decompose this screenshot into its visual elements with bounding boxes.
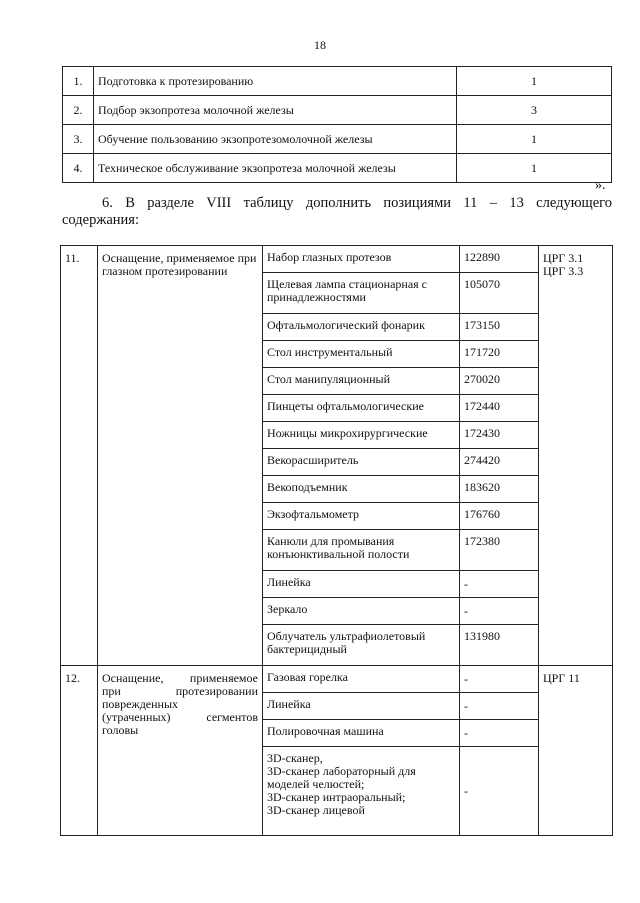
- procedure-number: 4.: [63, 154, 94, 183]
- procedure-quantity: 1: [457, 125, 612, 154]
- procedure-row: [63, 154, 612, 183]
- equipment-code: 274420: [460, 449, 539, 476]
- equipment-name: Канюли для промывания конъюнктивальной полости: [263, 530, 460, 571]
- procedure-number: 1.: [63, 67, 94, 96]
- equipment-name: Полировочная машина: [263, 720, 460, 747]
- equipment-name: Экзофтальмометр: [263, 503, 460, 530]
- paragraph-line-1: 6. В разделе VIII таблицу дополнить позициями 11 – 13 следующего: [102, 195, 612, 211]
- procedure-quantity: 3: [457, 96, 612, 125]
- equipment-name: Стол манипуляционный: [263, 368, 460, 395]
- equipment-name: Пинцеты офтальмологические: [263, 395, 460, 422]
- closing-quote: ».: [595, 178, 606, 193]
- section-description-line: при протезировании: [102, 684, 258, 698]
- equipment-name: Векорасширитель: [263, 449, 460, 476]
- equipment-name-line: 3D-сканер интраоральный;: [267, 790, 406, 804]
- equipment-name: [263, 747, 460, 836]
- equipment-name: Ножницы микрохирургические: [263, 422, 460, 449]
- section-description-line: головы: [102, 723, 139, 737]
- equipment-name-line: 3D-сканер,: [267, 751, 323, 765]
- equipment-name-line: 3D-сканер лабораторный для моделей челюстей;: [267, 764, 416, 791]
- page-number: 18: [314, 38, 326, 52]
- equipment-name: Щелевая лампа стационарная с принадлежностями: [263, 273, 460, 314]
- paragraph-line-2: содержания:: [62, 212, 140, 228]
- equipment-code: -: [460, 666, 539, 693]
- equipment-name: Набор глазных протезов: [263, 246, 460, 273]
- group-code: ЦРГ 11: [539, 666, 613, 836]
- equipment-code: 131980: [460, 625, 539, 666]
- section-description: Оснащение, применяемое при глазном протезировании: [98, 246, 263, 666]
- equipment-code: 176760: [460, 503, 539, 530]
- equipment-code: -: [460, 571, 539, 598]
- equipment-code: 183620: [460, 476, 539, 503]
- procedure-name: Подбор экзопротеза молочной железы: [94, 96, 457, 125]
- equipment-name: Облучатель ультрафиолетовый бактерицидный: [263, 625, 460, 666]
- section-description: [98, 666, 263, 836]
- equipment-code: -: [460, 693, 539, 720]
- group-codes: [539, 246, 613, 666]
- equipment-code: 172430: [460, 422, 539, 449]
- group-code: ЦРГ 3.3: [543, 264, 584, 278]
- procedure-row: [63, 67, 612, 96]
- procedure-number: 2.: [63, 96, 94, 125]
- equipment-code: 173150: [460, 314, 539, 341]
- equipment-name: Офтальмологический фонарик: [263, 314, 460, 341]
- equipment-row: [61, 666, 613, 693]
- equipment-code: 122890: [460, 246, 539, 273]
- section-description-line: Оснащение, применяемое: [102, 671, 258, 685]
- procedure-name: Подготовка к протезированию: [94, 67, 457, 96]
- equipment-name: Линейка: [263, 571, 460, 598]
- equipment-name: Зеркало: [263, 598, 460, 625]
- section-number: 11.: [61, 246, 98, 666]
- section-number: 12.: [61, 666, 98, 836]
- equipment-code: -: [460, 747, 539, 836]
- procedure-name: Обучение пользованию экзопротезомолочной железы: [94, 125, 457, 154]
- procedure-name: Техническое обслуживание экзопротеза молочной железы: [94, 154, 457, 183]
- equipment-table: [60, 245, 613, 836]
- procedure-row: [63, 96, 612, 125]
- group-code: ЦРГ 3.1: [543, 251, 584, 265]
- equipment-code: 172380: [460, 530, 539, 571]
- procedure-number: 3.: [63, 125, 94, 154]
- equipment-name: Линейка: [263, 693, 460, 720]
- equipment-code: 105070: [460, 273, 539, 314]
- equipment-name: Газовая горелка: [263, 666, 460, 693]
- equipment-name: Стол инструментальный: [263, 341, 460, 368]
- equipment-name: Векоподъемник: [263, 476, 460, 503]
- section-description-line: поврежденных: [102, 697, 179, 711]
- equipment-row: [61, 246, 613, 273]
- equipment-code: 270020: [460, 368, 539, 395]
- equipment-code: -: [460, 720, 539, 747]
- procedure-quantity: 1: [457, 67, 612, 96]
- equipment-code: -: [460, 598, 539, 625]
- section-description-line: (утраченных) сегментов: [102, 710, 258, 724]
- equipment-name-line: 3D-сканер лицевой: [267, 803, 365, 817]
- procedures-table: [62, 66, 612, 183]
- amendment-paragraph: [62, 195, 612, 229]
- equipment-code: 171720: [460, 341, 539, 368]
- equipment-code: 172440: [460, 395, 539, 422]
- procedure-row: [63, 125, 612, 154]
- procedure-quantity: 1: [457, 154, 612, 183]
